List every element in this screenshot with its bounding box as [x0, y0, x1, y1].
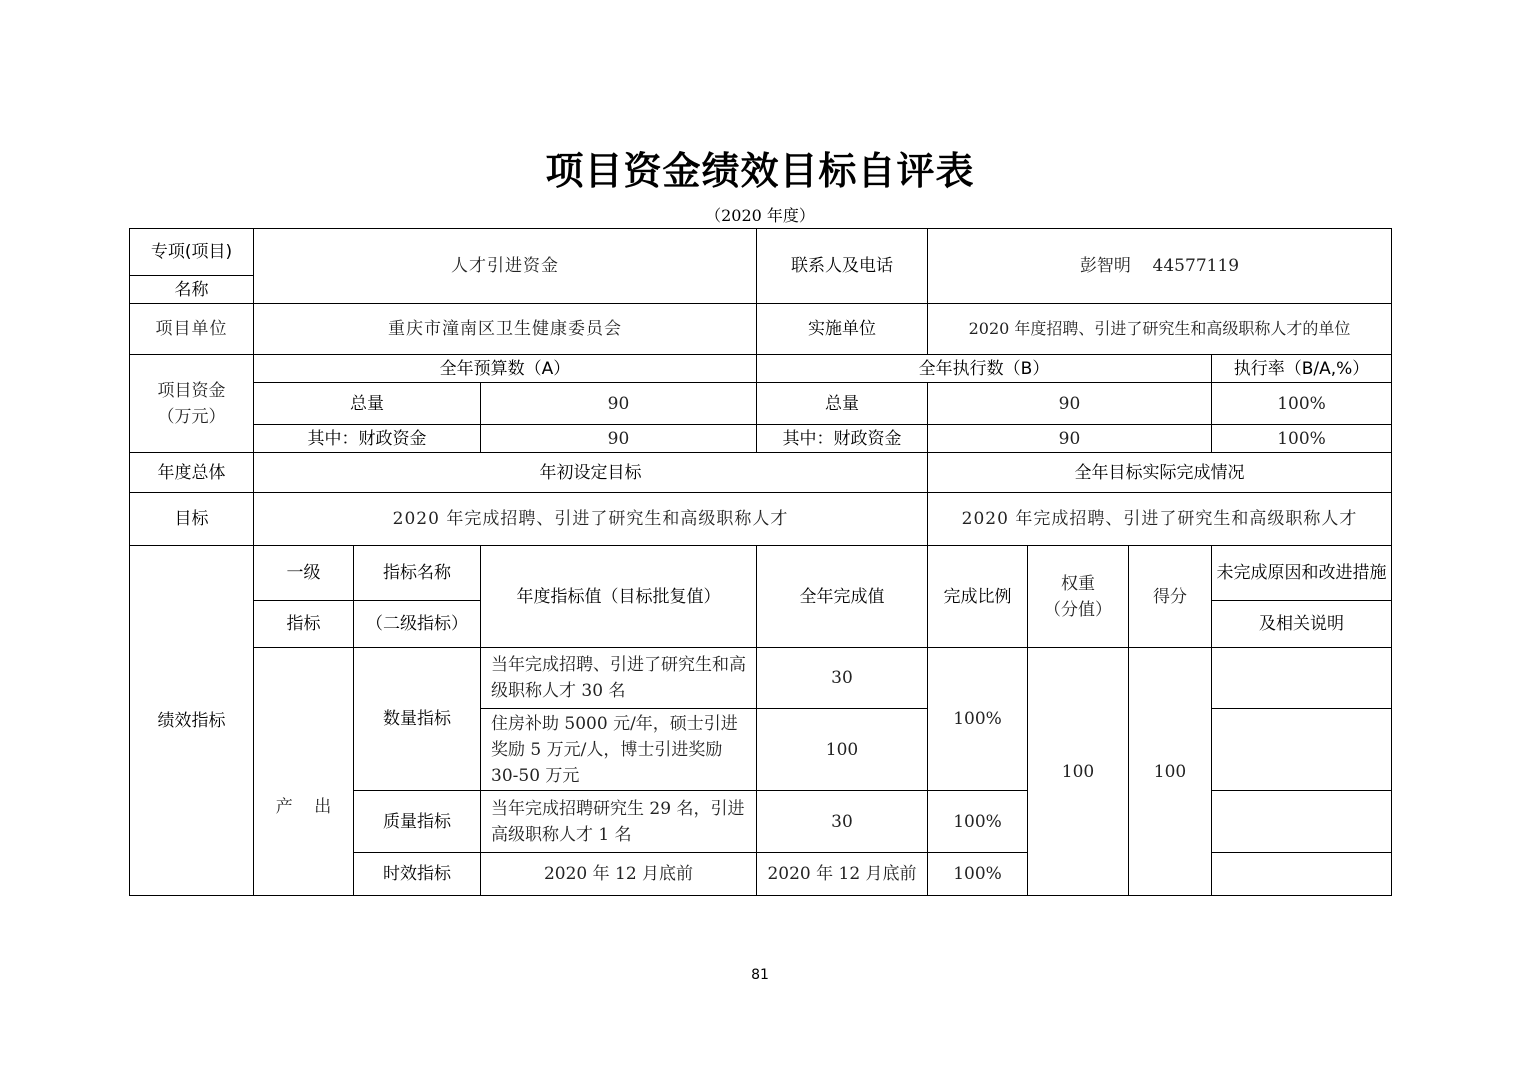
indicator-actual-1: 30 [757, 648, 928, 709]
total-rate-value: 100% [1212, 383, 1392, 425]
indicator-actual-3: 30 [757, 791, 928, 853]
reason-header-b: 及相关说明 [1212, 601, 1392, 648]
funds-label: 项目资金（万元） [130, 355, 254, 453]
level1-header-a: 一级 [254, 546, 354, 601]
execution-header: 全年执行数（B） [757, 355, 1212, 383]
contact-label: 联系人及电话 [757, 229, 928, 304]
evaluation-table [129, 228, 1392, 896]
reason-cell-1 [1212, 648, 1392, 709]
budget-header: 全年预算数（A） [254, 355, 757, 383]
fiscal-rate-value: 100% [1212, 425, 1392, 453]
weight-header [1028, 546, 1129, 648]
weight-value: 100 [1028, 648, 1129, 896]
weight-header-b: （分值） [1044, 599, 1112, 620]
page-number: 81 [751, 967, 769, 983]
level1-output: 产 出 [254, 648, 354, 896]
weight-header-a: 权重 [1061, 573, 1095, 594]
project-unit-value: 重庆市潼南区卫生健康委员会 [254, 304, 757, 355]
quality-ratio: 100% [928, 791, 1028, 853]
total-budget-value: 90 [481, 383, 757, 425]
fiscal-label-2: 其中：财政资金 [757, 425, 928, 453]
subtitle-year: （2020 年度） [705, 206, 815, 225]
indicator-actual-2: 100 [757, 709, 928, 791]
total-label-2: 总量 [757, 383, 928, 425]
fiscal-label: 其中：财政资金 [254, 425, 481, 453]
project-unit-label: 项目单位 [130, 304, 254, 355]
reason-cell-2 [1212, 709, 1392, 791]
fiscal-budget-value: 90 [481, 425, 757, 453]
indicator-target-3: 当年完成招聘研究生 29 名，引进高级职称人才 1 名 [481, 791, 757, 853]
project-name-label-b: 名称 [130, 276, 254, 304]
execution-rate-header: 执行率（B/A,%） [1212, 355, 1392, 383]
timeliness-ratio: 100% [928, 853, 1028, 896]
indicator-target-1: 当年完成招聘、引进了研究生和高级职称人才 30 名 [481, 648, 757, 709]
score-value: 100 [1129, 648, 1212, 896]
annual-goal-label-b: 目标 [130, 493, 254, 546]
implementation-unit-value: 2020 年度招聘、引进了研究生和高级职称人才的单位 [928, 304, 1392, 355]
goal-set-header: 年初设定目标 [254, 453, 928, 493]
goal-actual-header: 全年目标实际完成情况 [928, 453, 1392, 493]
timeliness-indicator-label: 时效指标 [354, 853, 481, 896]
reason-cell-4 [1212, 853, 1392, 896]
project-name-label-a: 专项(项目) [130, 229, 254, 276]
project-name-value: 人才引进资金 [254, 229, 757, 304]
level1-header-b: 指标 [254, 601, 354, 648]
indicator-target-4: 2020 年 12 月底前 [481, 853, 757, 896]
quality-indicator-label: 质量指标 [354, 791, 481, 853]
quantity-ratio: 100% [928, 648, 1028, 791]
score-header: 得分 [1129, 546, 1212, 648]
target-value-header: 年度指标值（目标批复值） [481, 546, 757, 648]
indicator-name-header-a: 指标名称 [354, 546, 481, 601]
performance-indicators-label: 绩效指标 [130, 546, 254, 896]
page-title: 项目资金绩效目标自评表 [545, 148, 975, 193]
indicator-actual-4: 2020 年 12 月底前 [757, 853, 928, 896]
reason-header-a: 未完成原因和改进措施 [1212, 546, 1392, 601]
completion-ratio-header: 完成比例 [928, 546, 1028, 648]
goal-actual-value: 2020 年完成招聘、引进了研究生和高级职称人才 [928, 493, 1392, 546]
fiscal-exec-value: 90 [928, 425, 1212, 453]
reason-cell-3 [1212, 791, 1392, 853]
indicator-target-2: 住房补助 5000 元/年，硕士引进奖励 5 万元/人，博士引进奖励 30-50 万元 [481, 709, 757, 791]
indicator-name-header-b: （二级指标） [354, 601, 481, 648]
quantity-indicator-label: 数量指标 [354, 648, 481, 791]
contact-value: 彭智明 44577119 [928, 229, 1392, 304]
annual-goal-label-a: 年度总体 [130, 453, 254, 493]
goal-set-value: 2020 年完成招聘、引进了研究生和高级职称人才 [254, 493, 928, 546]
implementation-unit-label: 实施单位 [757, 304, 928, 355]
actual-value-header: 全年完成值 [757, 546, 928, 648]
total-label: 总量 [254, 383, 481, 425]
total-exec-value: 90 [928, 383, 1212, 425]
